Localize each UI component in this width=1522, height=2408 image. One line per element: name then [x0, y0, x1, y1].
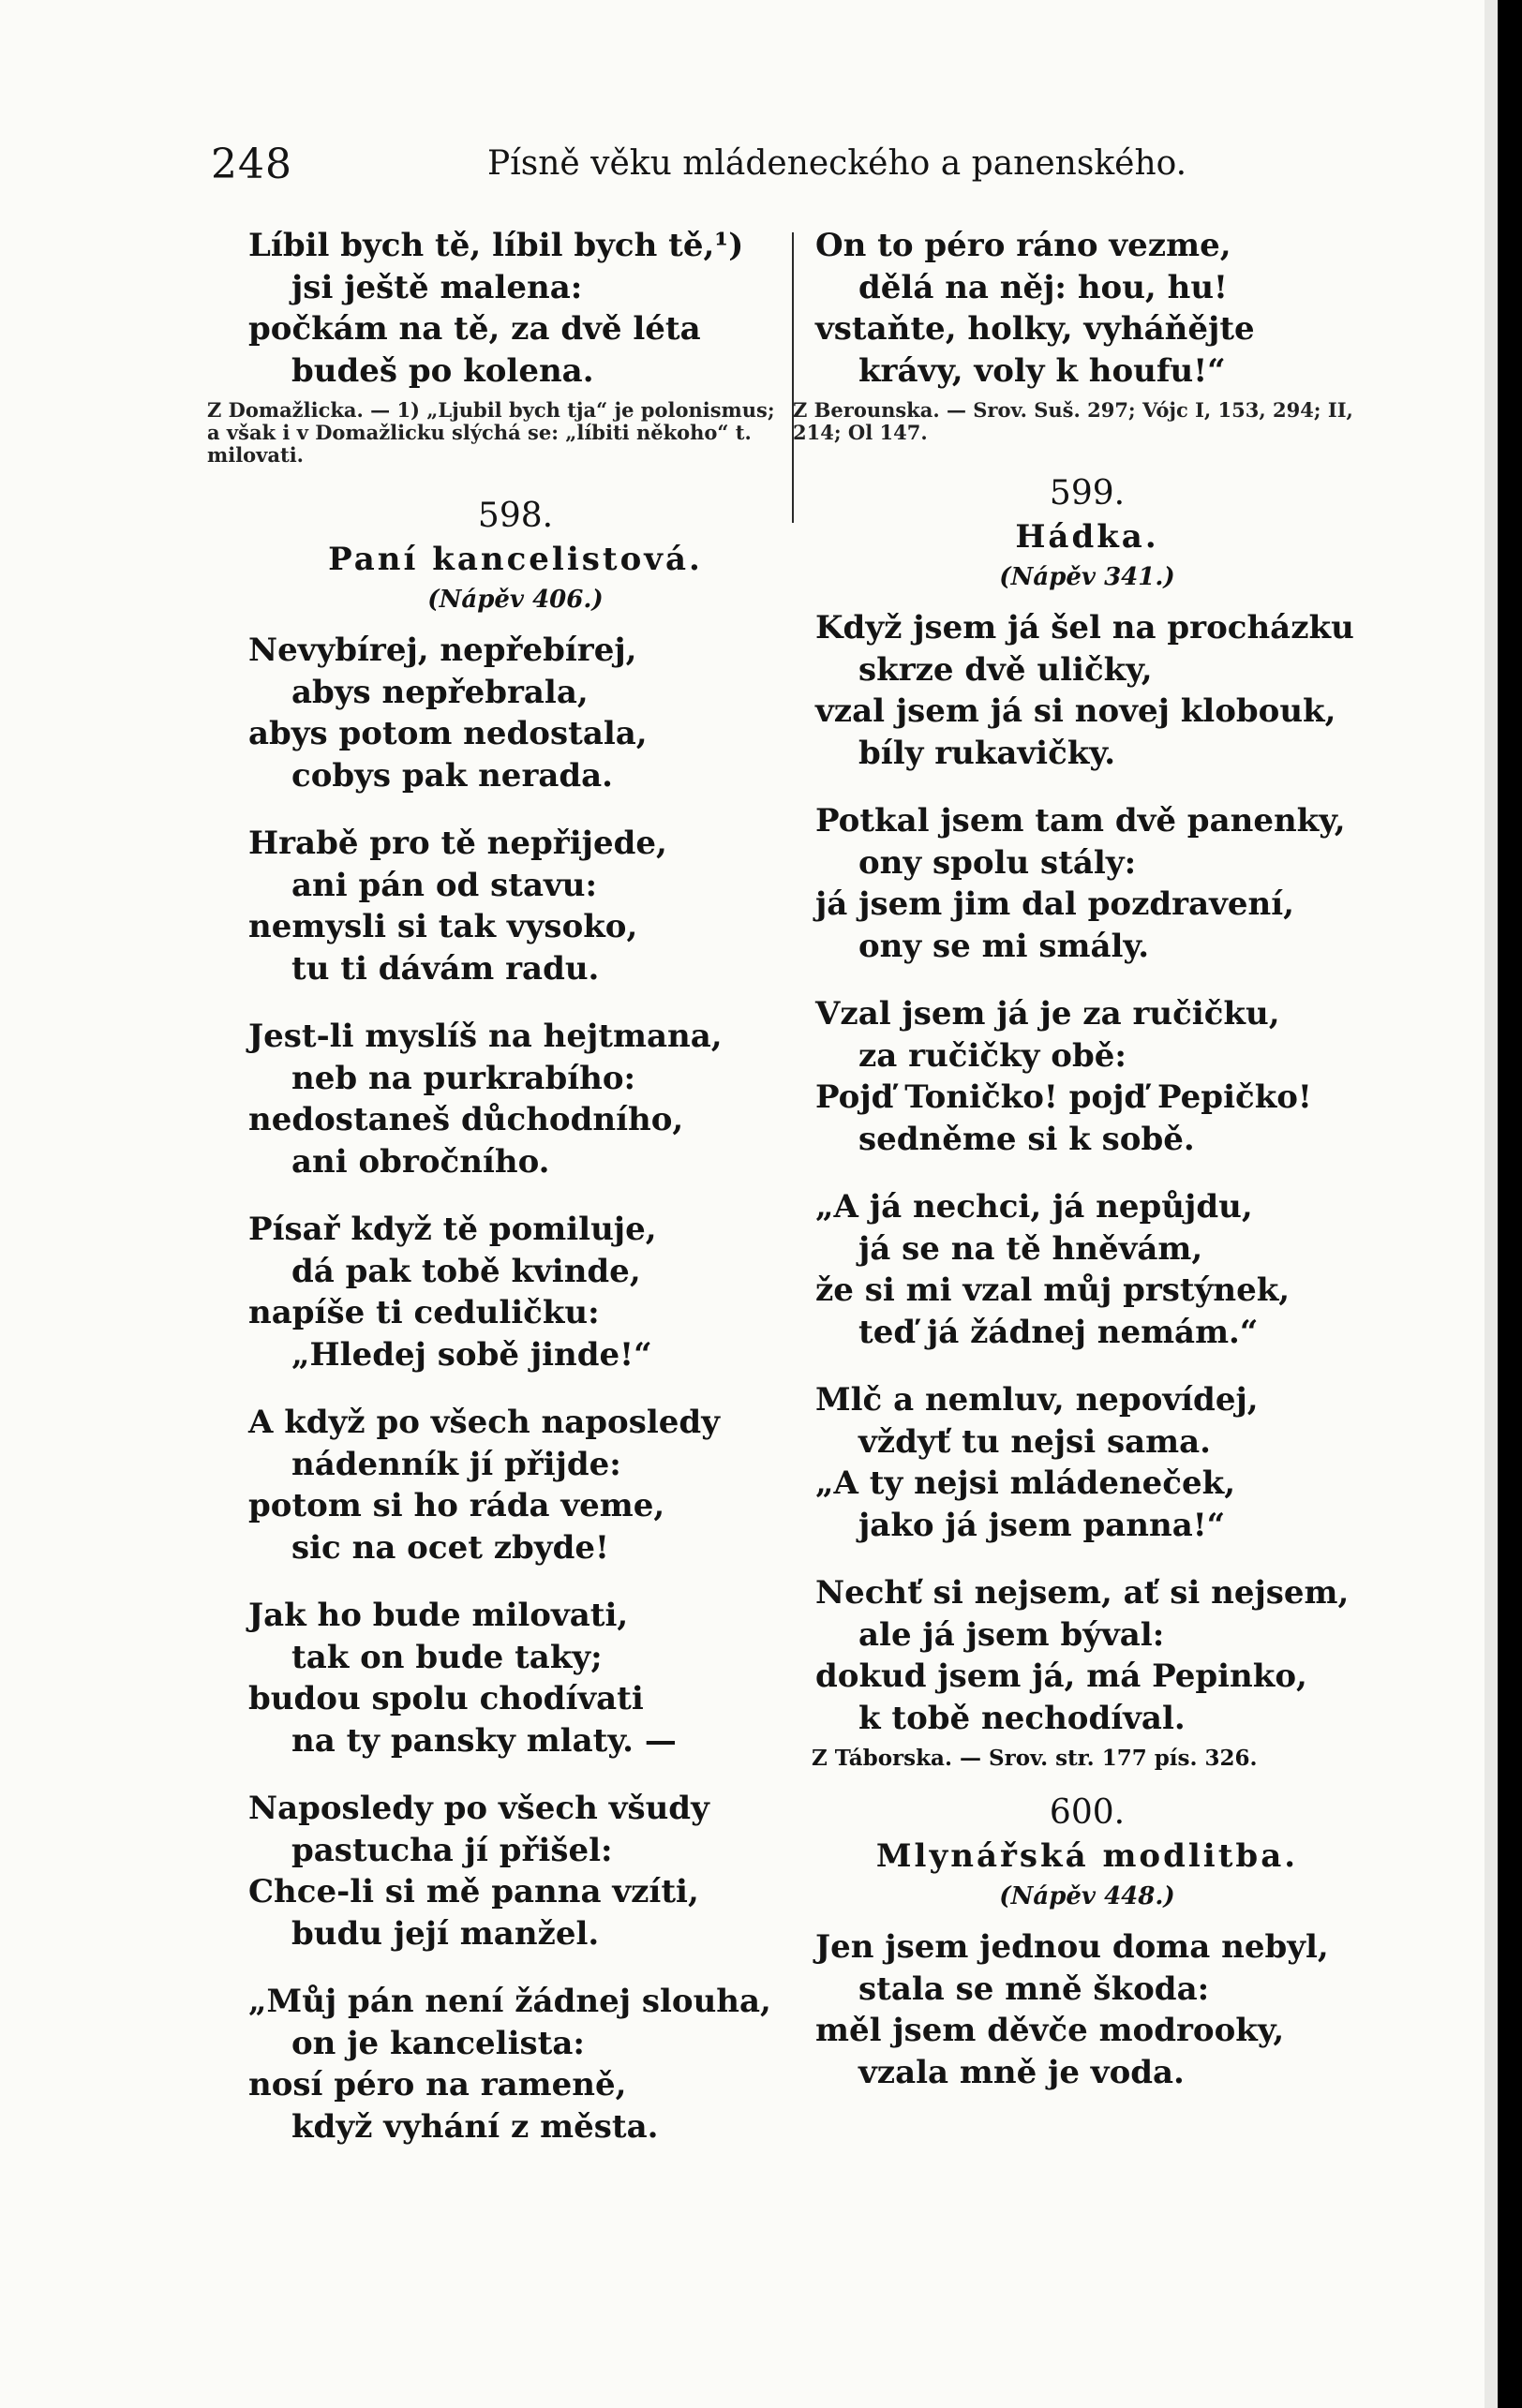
stanza	[248, 823, 783, 989]
verse-line: „A ty nejsi mládeneček,	[815, 1464, 1236, 1502]
verse-line: Líbil bych tě, líbil bych tě,¹)	[248, 227, 744, 264]
stanza	[248, 225, 783, 392]
verse-line: ony spolu stály:	[858, 843, 1137, 882]
song-number: 598.	[477, 497, 554, 535]
verse-line: neb na purkrabího:	[291, 1059, 636, 1097]
stanza	[815, 1379, 1359, 1546]
verse-line: Nechť si nejsem, ať si nejsem,	[815, 1574, 1350, 1612]
verse-line: Písař když tě pomiluje,	[248, 1211, 657, 1248]
song-number: 600.	[1049, 1793, 1126, 1832]
verse-line: „Můj pán není žádnej slouha,	[248, 1983, 771, 2020]
footnote: Z Domažlicka. — 1) „Ljubil bych tja“ je polonismus; a však i v Domažlicku slýchá se: „líbiti někoho“ t. milovati.	[207, 398, 775, 467]
verse-line: Hrabě pro tě nepřijede,	[248, 825, 667, 862]
stanza	[815, 607, 1359, 774]
verse-line: počkám na tě, za dvě léta	[248, 310, 701, 348]
verse-line: dokud jsem já, má Pepinko,	[815, 1657, 1307, 1695]
verse-line: Jak ho bude milovati,	[248, 1597, 629, 1634]
verse-line: já se na tě hněvám,	[858, 1229, 1203, 1268]
verse-line: abys nepřebrala,	[291, 673, 589, 711]
verse-line: Naposledy po všech všudy	[248, 1790, 709, 1827]
verse-line: On to péro ráno vezme,	[815, 227, 1231, 264]
verse-line: Jest-li myslíš na hejtmana,	[248, 1018, 723, 1055]
verse-line: abys potom nedostala,	[248, 715, 648, 752]
verse-line: vstaňte, holky, vyháňějte	[815, 310, 1255, 348]
running-head	[211, 141, 1345, 206]
verse-line: ani pán od stavu:	[291, 866, 598, 904]
right-column	[793, 225, 1359, 2119]
source-note: Z Táborska. — Srov. str. 177 pís. 326.	[812, 1746, 1258, 1771]
verse-line: „Hledej sobě jinde!“	[291, 1335, 652, 1374]
verse-line: Chce-li si mě panna vzíti,	[248, 1873, 699, 1910]
verse-line: nádenník jí přijde:	[291, 1445, 621, 1483]
verse-line: budeš po kolena.	[291, 351, 594, 390]
stanza	[248, 630, 783, 796]
verse-line: Potkal jsem tam dvě panenky,	[815, 802, 1346, 840]
verse-line: nosí péro na rameně,	[248, 2066, 627, 2103]
verse-line: dá pak tobě kvinde,	[291, 1252, 641, 1290]
verse-line: bíly rukavičky.	[858, 734, 1116, 772]
verse-line: Jen jsem jednou doma nebyl,	[815, 1928, 1329, 1966]
verse-line: vzala mně je voda.	[858, 2053, 1185, 2091]
verse-line: vzal jsem já si novej klobouk,	[815, 692, 1336, 730]
verse-line: ani obročního.	[291, 1142, 550, 1181]
verse-line: sic na ocet zbyde!	[291, 1528, 609, 1567]
verse-line: budu její manžel.	[291, 1914, 600, 1953]
verse-line: stala se mně škoda:	[858, 1970, 1210, 2008]
verse-line: když vyhání z města.	[291, 2107, 659, 2146]
stanza	[248, 1016, 783, 1182]
verse-line: na ty pansky mlaty. —	[291, 1721, 677, 1760]
verse-line: pastucha jí přišel:	[291, 1831, 613, 1869]
verse-line: že si mi vzal můj prstýnek,	[815, 1271, 1291, 1309]
verse-line: Nevybírej, nepřebírej,	[248, 632, 637, 669]
verse-line: napíše ti ceduličku:	[248, 1294, 600, 1331]
verse-line: ale já jsem býval:	[858, 1615, 1165, 1654]
running-title: Písně věku mládeneckého a panenského.	[487, 144, 1187, 183]
verse-line: nemysli si tak vysoko,	[248, 908, 638, 945]
verse-line: ony se mi smály.	[858, 927, 1150, 965]
verse-line: dělá na něj: hou, hu!	[858, 268, 1228, 306]
footnote: Z Berounska. — Srov. Suš. 297; Vójc I, 153, 294; II, 214; Ol 147.	[793, 398, 1353, 444]
verse-line: za ručičky obě:	[858, 1036, 1127, 1075]
left-column	[207, 225, 783, 2174]
tune-reference: (Nápěv 448.)	[999, 1882, 1175, 1910]
verse-line: A když po všech naposledy	[248, 1404, 720, 1441]
stanza	[248, 1981, 783, 2148]
verse-line: tu ti dávám radu.	[291, 949, 600, 988]
verse-line: jsi ještě malena:	[291, 268, 583, 306]
page-number: 248	[211, 141, 292, 188]
verse-line: on je kancelista:	[291, 2024, 585, 2062]
column-divider	[792, 232, 794, 523]
verse-line: jako já jsem panna!“	[858, 1506, 1226, 1544]
song-title: Mlynářská modlitba.	[875, 1837, 1299, 1875]
verse-line: potom si ho ráda veme,	[248, 1487, 665, 1524]
stanza	[248, 1402, 783, 1568]
verse-line: Mlč a nemluv, nepovídej,	[815, 1381, 1259, 1419]
verse-line: Když jsem já šel na procházku	[815, 609, 1354, 647]
verse-line: budou spolu chodívati	[248, 1680, 644, 1717]
stanza	[248, 1595, 783, 1761]
verse-line: Vzal jsem já je za ručičku,	[815, 995, 1280, 1033]
verse-line: já jsem jim dal pozdravení,	[815, 885, 1294, 923]
verse-line: Pojď Toničko! pojď Pepičko!	[815, 1078, 1312, 1116]
verse-line: nedostaneš důchodního,	[248, 1101, 684, 1138]
verse-line: k tobě nechodíval.	[858, 1699, 1186, 1737]
stanza	[815, 225, 1359, 392]
page-edge	[1485, 0, 1498, 2408]
verse-line: vždyť tu nejsi sama.	[858, 1422, 1211, 1461]
stanza	[248, 1788, 783, 1955]
verse-line: měl jsem děvče modrooky,	[815, 2012, 1285, 2049]
verse-line: cobys pak nerada.	[291, 756, 614, 795]
stanza	[815, 1926, 1359, 2093]
stanza	[815, 800, 1359, 967]
verse-line: skrze dvě uličky,	[858, 650, 1153, 689]
stanza	[815, 993, 1359, 1160]
verse-line: teď já žádnej nemám.“	[858, 1313, 1259, 1351]
tune-reference: (Nápěv 406.)	[427, 586, 604, 614]
verse-line: „A já nechci, já nepůjdu,	[815, 1188, 1253, 1226]
song-title: Hádka.	[1015, 518, 1159, 556]
stanza	[248, 1209, 783, 1375]
verse-line: sedněme si k sobě.	[858, 1120, 1195, 1158]
tune-reference: (Nápěv 341.)	[999, 563, 1175, 591]
song-title: Paní kancelistová.	[328, 541, 703, 578]
stanza	[815, 1572, 1359, 1739]
stanza	[815, 1186, 1359, 1353]
song-number: 599.	[1049, 474, 1126, 513]
verse-line: tak on bude taky;	[291, 1638, 603, 1676]
verse-line: krávy, voly k houfu!“	[858, 351, 1226, 390]
